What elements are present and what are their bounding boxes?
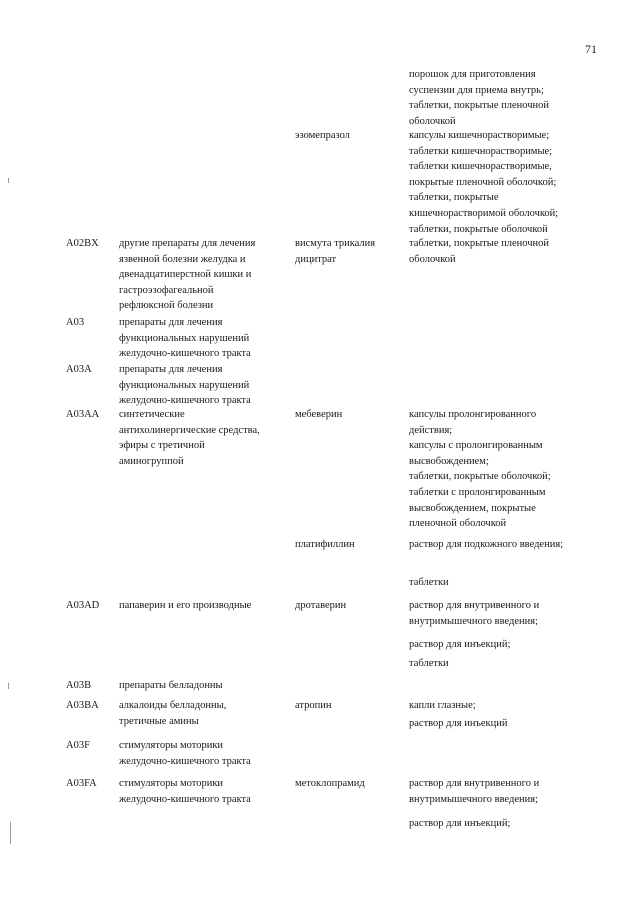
atc-code: A03FA	[66, 778, 97, 789]
atc-description: алкалоиды белладонны, третичные амины	[119, 700, 227, 727]
atc-description: препараты для лечения функциональных нарушений желудочно-кишечного тракта	[119, 364, 251, 407]
atc-code: A03B	[66, 680, 92, 691]
dosage-form: раствор для инъекций;	[409, 639, 511, 650]
atc-description: синтетические антихолинергические средства, эфиры с третичной аминогруппой	[119, 409, 260, 467]
scan-mark	[10, 822, 11, 844]
drug-name: мебеверин	[295, 409, 343, 420]
atc-code: A03F	[66, 740, 90, 751]
atc-code: A03	[66, 317, 85, 328]
drug-name: платифиллин	[295, 539, 355, 550]
atc-description: препараты белладонны	[119, 680, 223, 691]
drug-name: эзомепразол	[295, 130, 350, 141]
drug-name: висмута трикалия дицитрат	[295, 238, 376, 265]
scan-mark	[8, 683, 9, 689]
dosage-form: порошок для приготовления суспензии для приема внутрь; таблетки, покрытые пленочной оболочкой	[409, 69, 550, 127]
dosage-form: капсулы пролонгированного действия; капсулы с пролонгированным высвобождением; таблетки, покрытые оболочкой; таблетки с пролонгированным высвобождением, покрытые пленочной оболочкой	[409, 409, 551, 530]
atc-code: A02BX	[66, 238, 99, 249]
dosage-form: таблетки	[409, 658, 449, 669]
dosage-form: капли глазные;	[409, 700, 476, 711]
dosage-form: таблетки	[409, 577, 449, 588]
atc-code: A03A	[66, 364, 92, 375]
atc-description: папаверин и его производные	[119, 600, 252, 611]
atc-description: стимуляторы моторики желудочно-кишечного тракта	[119, 778, 251, 805]
drug-name: дротаверин	[295, 600, 347, 611]
dosage-form: капсулы кишечнорастворимые; таблетки кишечнорастворимые; таблетки кишечнорастворимые, покрытые пленочной оболочкой; таблетки, покрытые кишечнорастворимой оболочкой; таблетки, покрытые оболочкой	[409, 130, 559, 235]
drug-name: атропин	[295, 700, 332, 711]
atc-code: A03BA	[66, 700, 99, 711]
atc-description: стимуляторы моторики желудочно-кишечного тракта	[119, 740, 251, 767]
dosage-form: раствор для внутривенного и внутримышечного введения;	[409, 778, 540, 805]
atc-code: A03AA	[66, 409, 100, 420]
dosage-form: раствор для инъекций	[409, 718, 508, 729]
page-number: 71	[585, 42, 597, 56]
atc-code: A03AD	[66, 600, 100, 611]
atc-description: препараты для лечения функциональных нарушений желудочно-кишечного тракта	[119, 317, 251, 360]
dosage-form: раствор для внутривенного и внутримышечного введения;	[409, 600, 540, 627]
drug-name: метоклопрамид	[295, 778, 365, 789]
dosage-form: раствор для подкожного введения;	[409, 539, 564, 550]
atc-description: другие препараты для лечения язвенной болезни желудка и двенадцатиперстной кишки и гастроэзофагеальной рефлюксной болезни	[119, 238, 256, 312]
dosage-form: раствор для инъекций;	[409, 818, 511, 829]
scan-mark	[8, 178, 9, 183]
dosage-form: таблетки, покрытые пленочной оболочкой	[409, 238, 550, 265]
